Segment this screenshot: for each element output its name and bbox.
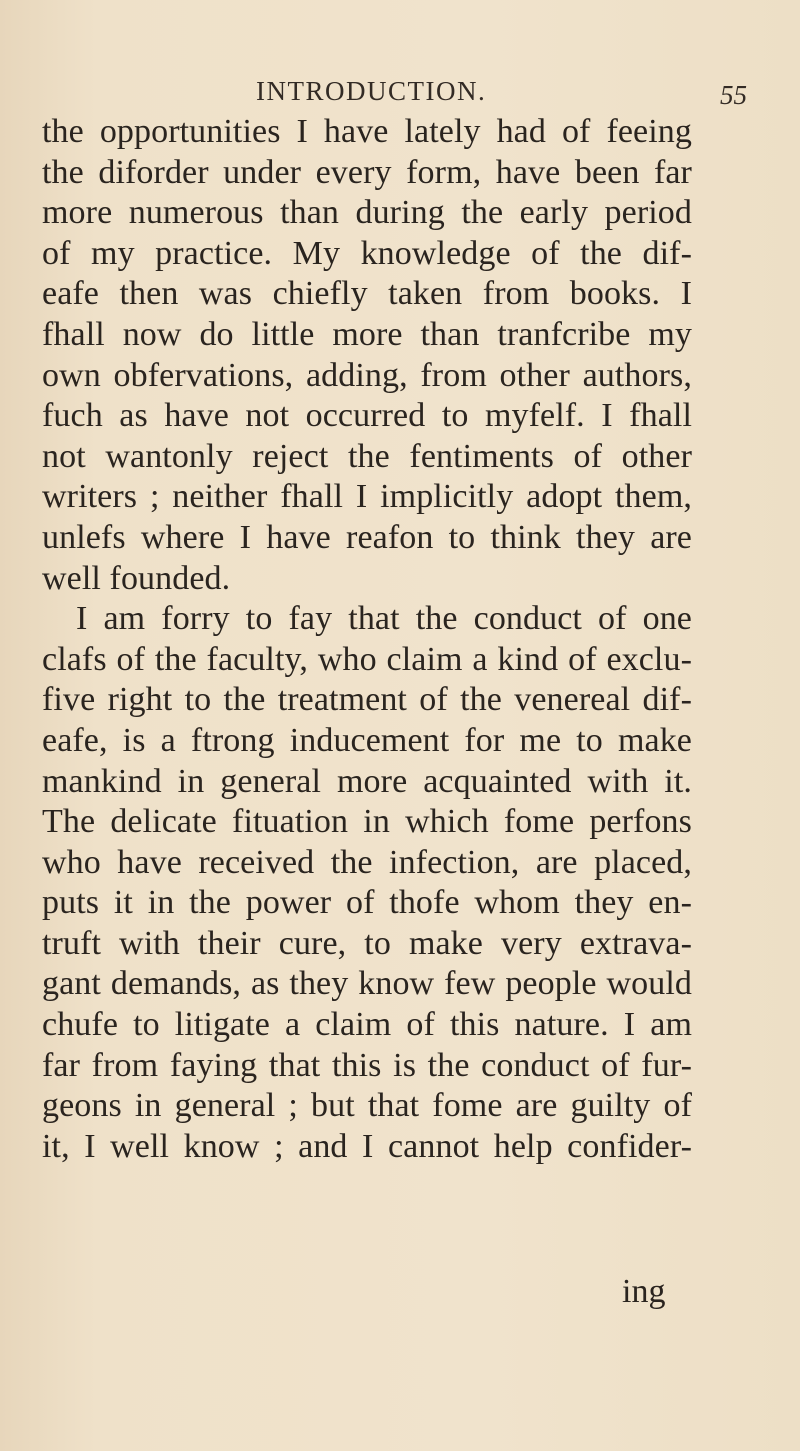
text-line: own obfervations, adding, from other authors, [42, 356, 692, 394]
text-line: of my practice. My knowledge of the dif- [42, 234, 692, 272]
text-line: not wantonly reject the fentiments of other [42, 437, 692, 475]
text-line: puts it in the power of thofe whom they en- [42, 884, 692, 922]
text-line: far from faying that this is the conduct of fur- [42, 1046, 692, 1084]
text-line: the opportunities I have lately had of feeing [42, 113, 692, 150]
text-line: more numerous than during the early period [42, 194, 692, 232]
text-line: writers ; neither fhall I implicitly adopt them, [42, 478, 692, 516]
text-line: truft with their cure, to make very extrava- [42, 924, 692, 962]
text-line: it, I well know ; and I cannot help confider- [42, 1127, 692, 1165]
text-line: The delicate fituation in which fome perfons [42, 803, 692, 841]
text-line: geons in general ; but that fome are guilty of [42, 1087, 692, 1125]
text-line: fuch as have not occurred to myfelf. I fhall [42, 397, 692, 435]
text-line: five right to the treatment of the venereal dif- [42, 681, 692, 719]
page-number: 55 [720, 80, 747, 110]
page-header [0, 70, 800, 110]
text-line: the diforder under every form, have been far [42, 153, 692, 191]
text-line: eafe then was chiefly taken from books. I [42, 275, 692, 313]
body-text [42, 112, 692, 1167]
text-line: well founded. [42, 559, 231, 597]
text-line: unlefs where I have reafon to think they are [42, 518, 692, 556]
text-line: fhall now do little more than tranfcribe my [42, 315, 692, 353]
running-head: INTRODUCTION. [256, 76, 487, 106]
catchword: ing [622, 1273, 666, 1310]
text-line: chufe to litigate a claim of this nature. I am [42, 1006, 692, 1044]
text-line: mankind in general more acquainted with it. [42, 762, 692, 800]
text-line: clafs of the faculty, who claim a kind of exclu- [42, 640, 692, 678]
paragraph-first-line: I am forry to fay that the conduct of one [76, 600, 692, 638]
text-line: who have received the infection, are placed, [42, 843, 692, 881]
text-line: eafe, is a ftrong inducement for me to make [42, 721, 692, 759]
text-line: gant demands, as they know few people would [42, 965, 692, 1003]
